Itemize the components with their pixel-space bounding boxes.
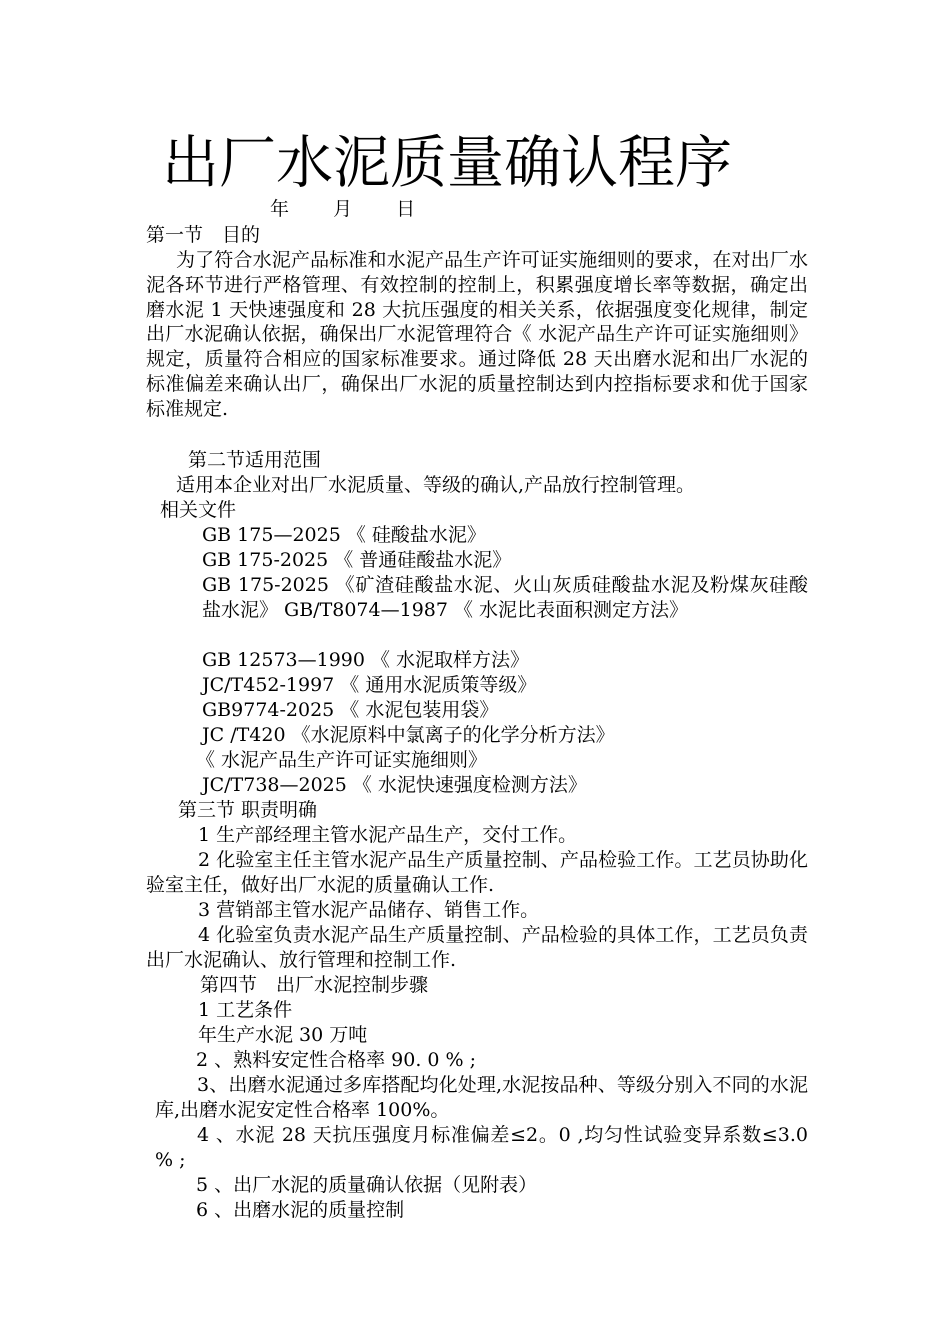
duty-item: 1 生产部经理主管水泥产品生产，交付工作。	[198, 824, 578, 846]
reference-item: JC/T738—2025 《 水泥快速强度检测方法》	[202, 774, 587, 796]
step-item: 4 、水泥 28 天抗压强度月标准偏差≤2。0 ,均匀性试验变异系数≤3.0 % ;	[155, 1124, 808, 1171]
section-1-heading: 第一节 目的	[146, 224, 261, 246]
duty-item: 2 化验室主任主管水泥产品生产质量控制、产品检验工作。工艺员协助化验室主任，做好出厂水泥的质量确认工作.	[146, 849, 808, 896]
reference-item: JC /T420 《水泥原料中氯离子的化学分析方法》	[202, 724, 615, 746]
step-item: 1 工艺条件	[198, 999, 293, 1021]
reference-item: GB 12573—1990 《 水泥取样方法》	[202, 649, 530, 671]
step-item: 3、出磨水泥通过多库搭配均化处理,水泥按品种、等级分别入不同的水泥库,出磨水泥安定性合格率 100%。	[155, 1074, 808, 1121]
step-item: 5 、出厂水泥的质量确认依据（见附表）	[196, 1174, 538, 1196]
reference-item: GB 175-2025 《矿渣硅酸盐水泥、火山灰质硅酸盐水泥及粉煤灰硅酸盐水泥》 GB/T8074—1987 《 水泥比表面积测定方法》	[202, 574, 808, 621]
section-2-heading: 第二节适用范围	[188, 449, 322, 471]
date-year: 年	[270, 198, 290, 220]
reference-item: 《 水泥产品生产许可证实施细则》	[196, 749, 488, 771]
section-3-heading: 第三节 职责明确	[178, 799, 318, 821]
date-day: 日	[396, 198, 416, 220]
duty-item: 3 营销部主管水泥产品储存、销售工作。	[198, 899, 540, 921]
duty-item: 4 化验室负责水泥产品生产质量控制、产品检验的具体工作，工艺员负责出厂水泥确认、放行管理和控制工作.	[146, 924, 808, 971]
reference-item: JC/T452-1997 《 通用水泥质策等级》	[202, 674, 537, 696]
references-heading: 相关文件	[160, 499, 237, 521]
section-2-body: 适用本企业对出厂水泥质量、等级的确认,产品放行控制管理。	[176, 474, 696, 496]
step-item: 6 、出磨水泥的质量控制	[196, 1199, 405, 1221]
section-4-heading: 第四节 出厂水泥控制步骤	[200, 974, 429, 996]
reference-item: GB 175—2025 《 硅酸盐水泥》	[202, 524, 486, 546]
reference-item: GB 175-2025 《 普通硅酸盐水泥》	[202, 549, 512, 571]
document-title: 出厂水泥质量确认程序	[162, 130, 732, 196]
step-item: 2 、熟料安定性合格率 90. 0 % ;	[196, 1049, 477, 1071]
section-1-body: 为了符合水泥产品标准和水泥产品生产许可证实施细则的要求，在对出厂水泥各环节进行严格管理、有效控制的控制上，积累强度增长率等数据，确定出磨水泥 1 天快速强度和 28 大抗压强度的相关关系，依据强度变化规律，制定出厂水泥确认依据，确保出厂水泥管理符合《 水泥产品生产许可证实施细则》 规定，质量符合相应的国家标准要求。通过降低 28 天出磨水泥和出厂水泥的标准偏差来确认出厂，确保出厂水泥的质量控制达到内控指标要求和优于国家标准规定.	[146, 249, 808, 420]
date-line	[270, 197, 453, 222]
step-item: 年生产水泥 30 万吨	[198, 1024, 368, 1046]
reference-item: GB9774-2025 《 水泥包装用袋》	[202, 699, 499, 721]
date-month: 月	[333, 198, 353, 220]
